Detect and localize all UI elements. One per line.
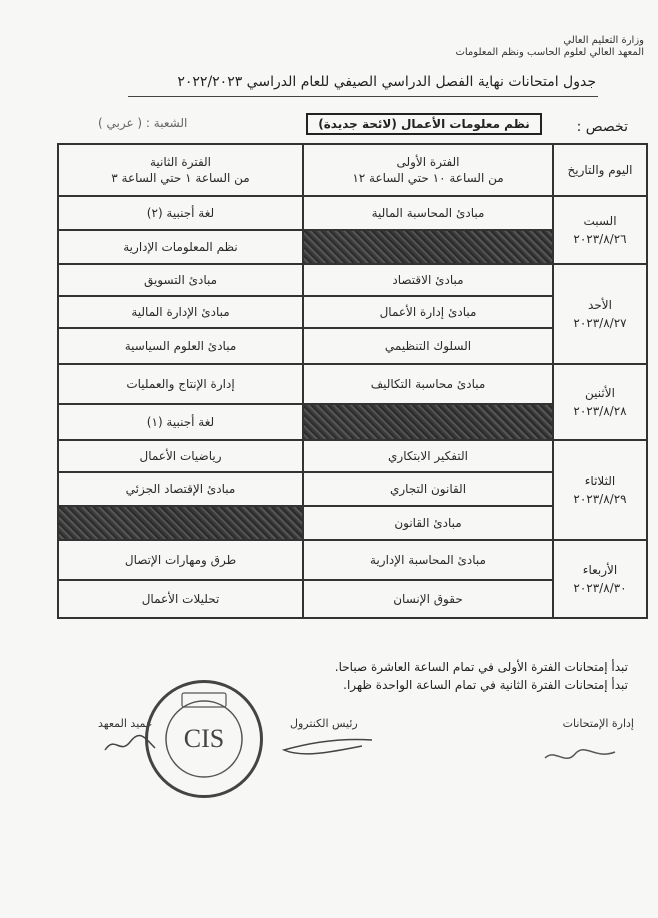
day-name: السبت [583,214,617,228]
specialization-label: تخصص : [576,119,628,135]
exams-admin-signature [540,740,620,770]
period-2-subject: تحليلات الأعمال [58,580,303,618]
period-1-subject: مبادئ القانون [303,506,553,540]
dean-label: عميد المعهد [98,717,153,730]
title-underline [128,96,598,97]
header-period-1 [303,144,553,196]
period-2-subject: مبادئ العلوم السياسية [58,328,303,364]
day-name: الثلاثاء [584,474,616,488]
period-1-subject: التفكير الابتكاري [303,440,553,472]
schedule-table [57,143,648,619]
period-2-subject: مبادئ الإقتصاد الجزئي [58,472,303,506]
period-1-title: الفترة الأولى [396,155,460,169]
stamp-logo: CIS [183,724,225,753]
day-cell [553,196,647,264]
period-2-subject: لغة أجنبية (٢) [58,196,303,230]
period-2-subject: لغة أجنبية (١) [58,404,303,440]
period-2-subject: نظم المعلومات الإدارية [58,230,303,264]
stamp-graphic [148,683,260,795]
period-1-subject: السلوك التنظيمي [303,328,553,364]
period-2-subject: مبادئ التسويق [58,264,303,296]
period-2-redacted-cell [58,506,303,540]
specialization-value: نظم معلومات الأعمال (لائحة جديدة) [306,113,542,135]
day-cell [553,540,647,618]
schedule-body [58,196,647,618]
day-date: ٢٠٢٣/٨/٣٠ [573,581,627,595]
control-head-signature [272,728,382,768]
day-date: ٢٠٢٣/٨/٢٦ [573,232,627,246]
day-name: الأثنين [585,386,615,400]
period-2-subject: طرق ومهارات الإتصال [58,540,303,580]
institute-header: المعهد العالي لعلوم الحاسب ونظم المعلومات [455,47,644,58]
day-name: الأحد [588,298,612,312]
note-period-2: تبدأ إمتحانات الفترة الثانية في تمام الساعة الواحدة ظهرا. [343,678,628,692]
period-1-subject: مبادئ محاسبة التكاليف [303,364,553,404]
ministry-header: وزارة التعليم العالي [563,35,644,46]
period-2-subject: رياضيات الأعمال [58,440,303,472]
period-1-subject: حقوق الإنسان [303,580,553,618]
institute-stamp [145,680,263,798]
period-1-subject: مبادئ المحاسبة المالية [303,196,553,230]
period-1-subject: مبادئ المحاسبة الإدارية [303,540,553,580]
period-1-redacted-cell [303,404,553,440]
day-cell [553,264,647,364]
day-name: الأربعاء [582,563,618,577]
period-1-subject: القانون التجاري [303,472,553,506]
day-cell [553,364,647,440]
day-date: ٢٠٢٣/٨/٢٩ [573,492,627,506]
period-2-title: الفترة الثانية [149,155,212,169]
period-2-subject: مبادئ الإدارة المالية [58,296,303,328]
day-date: ٢٠٢٣/٨/٢٨ [573,404,627,418]
control-head-label: رئيس الكنترول [290,717,358,730]
header-day: اليوم والتاريخ [553,144,647,196]
day-date: ٢٠٢٣/٨/٢٧ [573,316,627,330]
exams-admin-label: إدارة الإمتحانات [562,717,634,730]
table-row [58,540,647,580]
period-2-subject: إدارة الإنتاج والعمليات [58,364,303,404]
header-period-2 [58,144,303,196]
period-1-subject: مبادئ الاقتصاد [303,264,553,296]
period-1-subject: مبادئ إدارة الأعمال [303,296,553,328]
department-label: الشعبة : ( عربي ) [98,116,188,130]
period-2-time: من الساعة ١ حتي الساعة ٣ [111,171,250,185]
page-title: جدول امتحانات نهاية الفصل الدراسي الصيفي للعام الدراسي ٢٠٢٢/٢٠٢٣ [177,74,596,90]
table-row [58,440,647,472]
note-period-1: تبدأ إمتحانات الفترة الأولى في تمام الساعة العاشرة صباحا. [334,660,628,674]
day-cell [553,440,647,540]
table-row [58,264,647,296]
period-1-time: من الساعة ١٠ حتي الساعة ١٢ [352,171,504,185]
table-row [58,196,647,230]
table-row [58,364,647,404]
period-1-redacted-cell [303,230,553,264]
